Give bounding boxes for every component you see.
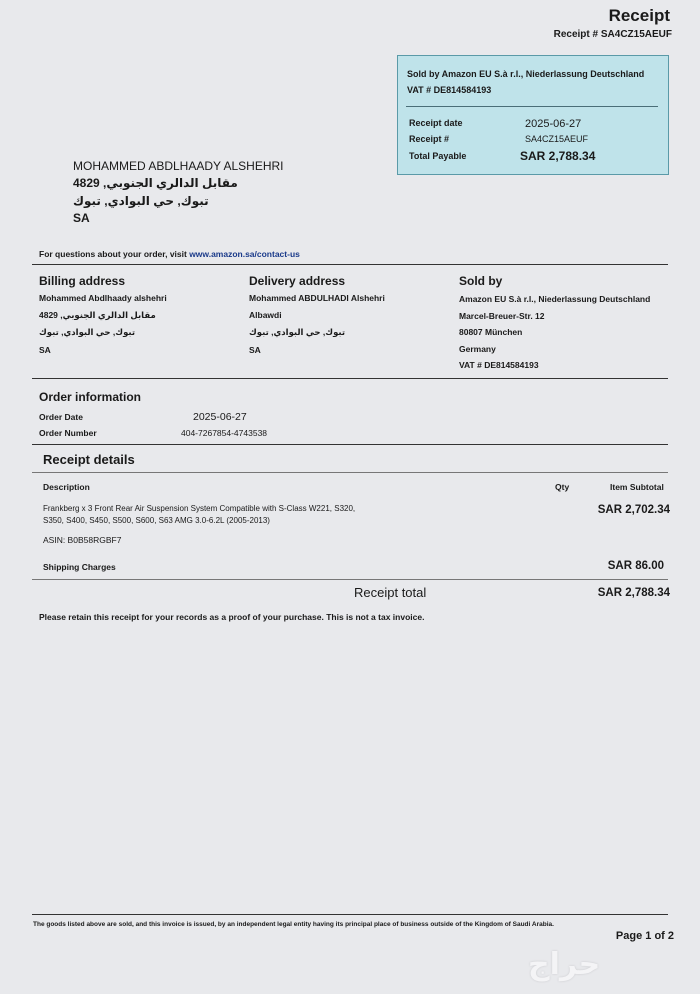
customer-address-line2: تبوك, حي البوادي, تبوك	[73, 194, 209, 208]
delivery-name: Mohammed ABDULHADI Alshehri	[249, 293, 385, 303]
order-information-title: Order information	[39, 390, 142, 404]
divider	[32, 472, 668, 473]
receipt-id-value: SA4CZ15AEUF	[525, 134, 589, 144]
col-description: Description	[43, 482, 90, 492]
contact-us-link[interactable]: www.amazon.sa/contact-us	[189, 249, 300, 259]
questions-text: For questions about your order, visit	[39, 249, 190, 259]
delivery-line2: تبوك, حي البوادي, تبوك	[249, 327, 346, 337]
delivery-country: SA	[249, 345, 261, 355]
seller-summary-box	[397, 55, 669, 175]
billing-address-title: Billing address	[39, 274, 126, 288]
total-payable-label: Total Payable	[409, 151, 467, 161]
customer-address-line1: مقابل الدالري الجنوبي, 4829	[73, 176, 238, 190]
receipt-number-header: Receipt # SA4CZ15AEUF	[553, 29, 672, 40]
footer-divider	[32, 914, 668, 915]
billing-country: SA	[39, 345, 51, 355]
sold-by-line5: VAT # DE814584193	[459, 360, 539, 370]
receipt-date-label: Receipt date	[409, 118, 463, 128]
sold-by-line4: Germany	[459, 344, 496, 354]
col-qty: Qty	[555, 482, 570, 492]
delivery-address-title: Delivery address	[249, 274, 346, 288]
sold-by-line1: Amazon EU S.à r.l., Niederlassung Deutschland	[459, 294, 651, 304]
receipt-total-value: SAR 2,788.34	[597, 587, 670, 599]
questions-line	[39, 249, 300, 259]
item-description-line1: Frankberg x 3 Front Rear Air Suspension System Compatible with S-Class W221, S320,	[43, 504, 356, 513]
page-title: Receipt	[608, 6, 670, 25]
box-divider	[406, 106, 658, 107]
order-date-value: 2025-06-27	[193, 411, 247, 423]
delivery-line1: Albawdi	[249, 310, 282, 320]
customer-name: MOHAMMED ABDLHAADY ALSHEHRI	[73, 159, 284, 173]
receipt-id-label: Receipt #	[409, 134, 450, 144]
divider	[32, 579, 668, 580]
receipt-details-title: Receipt details	[43, 452, 135, 467]
billing-line1: مقابل الدالري الجنوبي, 4829	[39, 310, 156, 320]
site-watermark: حراج	[528, 948, 601, 981]
shipping-label: Shipping Charges	[43, 562, 116, 572]
divider	[32, 378, 668, 379]
order-date-label: Order Date	[39, 412, 83, 422]
divider	[32, 264, 668, 265]
receipt-date-value: 2025-06-27	[525, 118, 582, 130]
item-asin: ASIN: B0B58RGBF7	[43, 535, 122, 545]
page-number: Page 1 of 2	[615, 930, 674, 942]
receipt-total-label: Receipt total	[354, 585, 427, 600]
sold-by-line2: Marcel-Breuer-Str. 12	[459, 311, 545, 321]
order-number-label: Order Number	[39, 428, 97, 438]
item-description-line2: S350, S400, S450, S500, S600, S63 AMG 3.0-6.2L (2005-2013)	[43, 516, 270, 525]
footer-note: The goods listed above are sold, and this invoice is issued, by an independent legal entity having its principal place of business outside of the Kingdom of Saudi Arabia.	[33, 921, 554, 928]
seller-name: Sold by Amazon EU S.à r.l., Niederlassung Deutschland	[407, 69, 645, 79]
total-payable-value: SAR 2,788.34	[520, 149, 596, 163]
customer-country: SA	[73, 211, 90, 225]
billing-line2: تبوك, حي البوادي, تبوك	[39, 327, 136, 337]
divider	[32, 444, 668, 445]
retain-note: Please retain this receipt for your records as a proof of your purchase. This is not a tax invoice.	[39, 612, 425, 622]
shipping-value: SAR 86.00	[607, 560, 664, 572]
billing-name: Mohammed Abdlhaady alshehri	[39, 293, 167, 303]
sold-by-title: Sold by	[459, 274, 503, 288]
order-number-value: 404-7267854-4743538	[181, 428, 268, 438]
col-item-subtotal: Item Subtotal	[610, 482, 664, 492]
item-subtotal-value: SAR 2,702.34	[597, 504, 670, 516]
seller-vat: VAT # DE814584193	[407, 85, 492, 95]
sold-by-line3: 80807 München	[459, 327, 523, 337]
